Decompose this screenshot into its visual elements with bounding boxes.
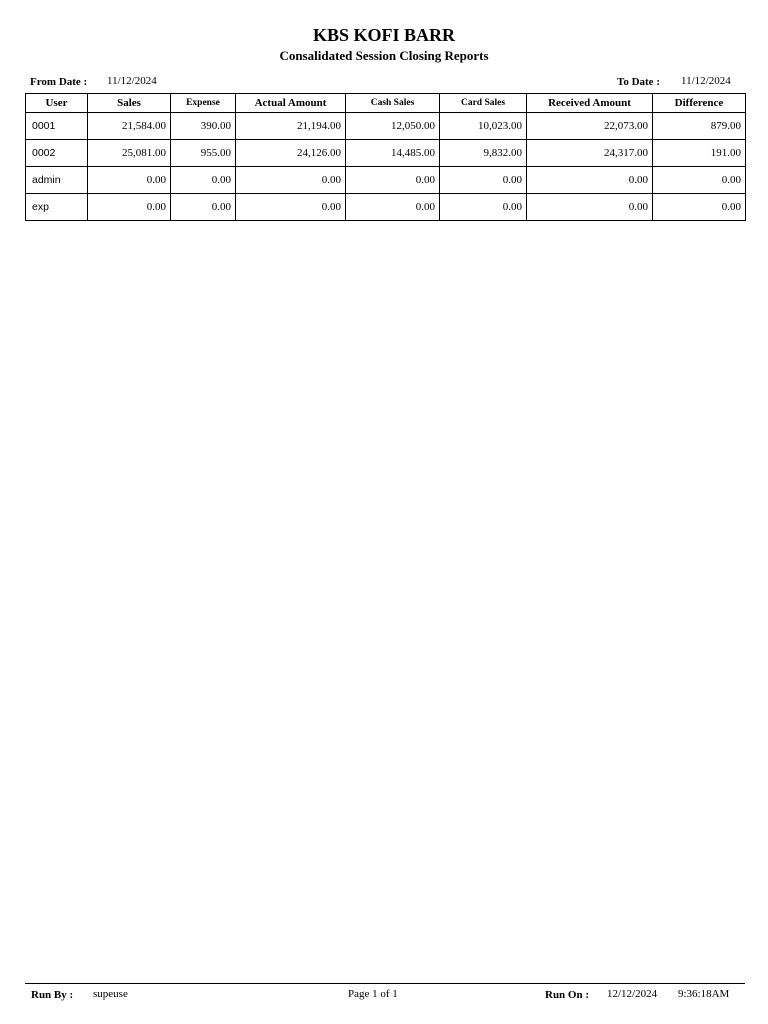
run-on-time: 9:36:18AM [678,988,730,1000]
cell-actual-amount: 0.00 [236,167,346,194]
to-date-label: To Date : [617,76,660,88]
cell-received-amount: 22,073.00 [527,113,653,140]
cell-received-amount: 24,317.00 [527,140,653,167]
footer-divider [25,983,745,984]
column-header-user: User [26,94,88,113]
company-name: KBS KOFI BARR [312,25,456,45]
run-by-value: supeuse [93,988,128,1000]
run-by-label: Run By : [31,989,74,1001]
report-title: Consalidated Session Closing Reports [279,48,489,63]
page-number: Page 1 of 1 [348,988,398,1000]
cell-received-amount: 0.00 [527,194,653,221]
cell-card-sales: 0.00 [440,167,527,194]
cell-expense: 0.00 [171,167,236,194]
table-header-row [26,94,746,113]
cell-difference: 879.00 [653,113,746,140]
cell-card-sales: 10,023.00 [440,113,527,140]
cell-sales: 25,081.00 [88,140,171,167]
column-header-sales: Sales [88,94,171,113]
column-header-received-amount: Received Amount [527,94,653,113]
cell-card-sales: 0.00 [440,194,527,221]
from-date-value: 11/12/2024 [107,75,157,87]
cell-cash-sales: 0.00 [346,167,440,194]
run-on-label: Run On : [545,989,590,1001]
cell-received-amount: 0.00 [527,167,653,194]
cell-actual-amount: 0.00 [236,194,346,221]
cell-expense: 390.00 [171,113,236,140]
cell-difference: 191.00 [653,140,746,167]
cell-sales: 0.00 [88,167,171,194]
table-row [26,167,746,194]
cell-user: 0001 [26,113,88,140]
column-header-actual-amount: Actual Amount [236,94,346,113]
table-row [26,140,746,167]
cell-cash-sales: 0.00 [346,194,440,221]
cell-difference: 0.00 [653,194,746,221]
cell-cash-sales: 12,050.00 [346,113,440,140]
cell-difference: 0.00 [653,167,746,194]
cell-user: admin [26,167,88,194]
cell-sales: 0.00 [88,194,171,221]
cell-user: 0002 [26,140,88,167]
cell-card-sales: 9,832.00 [440,140,527,167]
cell-expense: 955.00 [171,140,236,167]
run-on-date: 12/12/2024 [607,988,658,1000]
cell-cash-sales: 14,485.00 [346,140,440,167]
table-row [26,194,746,221]
column-header-cash-sales: Cash Sales [346,94,440,113]
cell-actual-amount: 21,194.00 [236,113,346,140]
from-date-label: From Date : [30,76,88,88]
column-header-card-sales: Card Sales [440,94,527,113]
cell-user: exp [26,194,88,221]
cell-sales: 21,584.00 [88,113,171,140]
column-header-difference: Difference [653,94,746,113]
to-date-value: 11/12/2024 [681,75,731,87]
cell-actual-amount: 24,126.00 [236,140,346,167]
closing-report-table [25,93,746,221]
cell-expense: 0.00 [171,194,236,221]
column-header-expense: Expense [171,94,236,113]
table-row [26,113,746,140]
